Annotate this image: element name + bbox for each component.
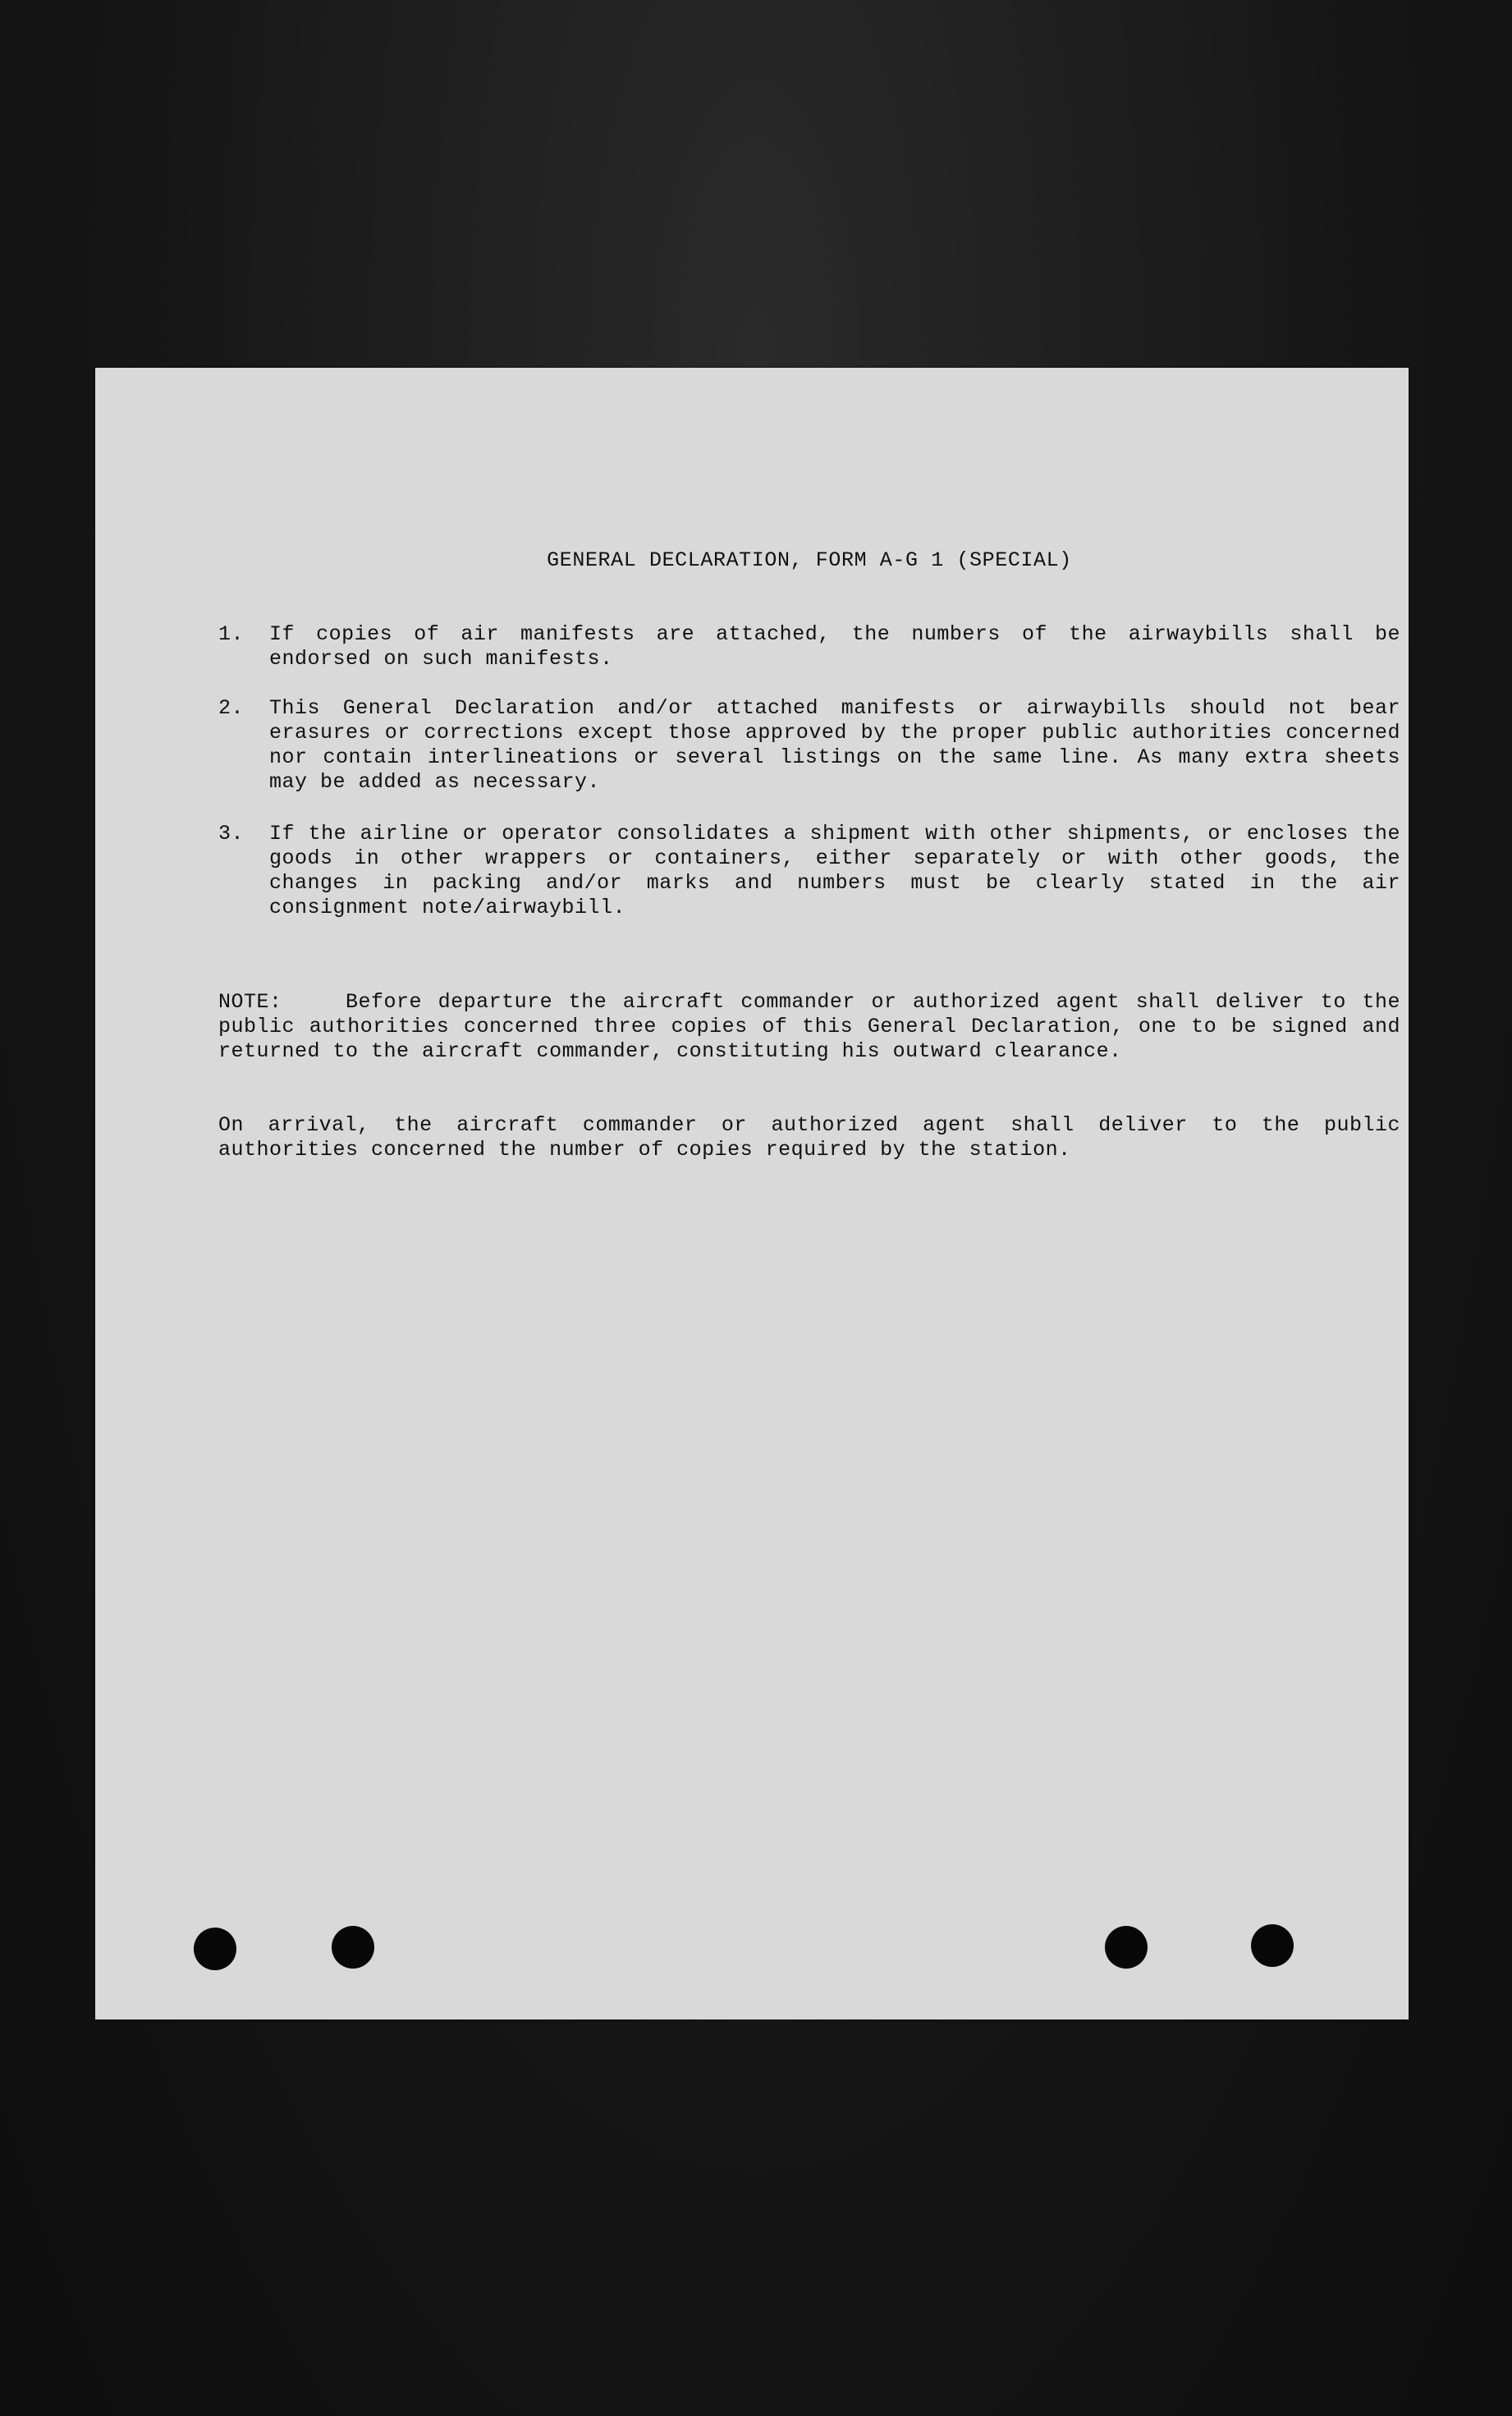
note-label: NOTE: bbox=[218, 990, 282, 1014]
item-number: 3. bbox=[218, 822, 245, 846]
arrival-text: On arrival, the aircraft commander or authorized agent shall deliver to the public authorities concerned the number of copies required by the station. bbox=[218, 1113, 1400, 1162]
punch-hole-left-2 bbox=[332, 1926, 374, 1969]
punch-hole-right-1 bbox=[1105, 1926, 1148, 1969]
item-number: 1. bbox=[218, 622, 245, 646]
punch-hole-left-1 bbox=[194, 1928, 236, 1970]
arrival-paragraph bbox=[218, 1113, 1400, 1162]
note-paragraph bbox=[218, 990, 1400, 1064]
instruction-item-2 bbox=[218, 696, 1400, 795]
punch-hole-right-2 bbox=[1251, 1924, 1294, 1967]
note-text: Before departure the aircraft commander or authorized agent shall deliver to the public authorities concerned three copies of this General Declaration, one to be signed and returned to the aircraft commander, constituting his outward clearance. bbox=[218, 990, 1400, 1063]
instruction-item-1 bbox=[218, 622, 1400, 672]
document-title: GENERAL DECLARATION, FORM A-G 1 (SPECIAL) bbox=[547, 548, 1072, 572]
item-text: This General Declaration and/or attached manifests or airwaybills should not bear erasures or corrections except those approved by the proper public authorities concerned nor contain interlineations or several listings on the same line. As many extra sheets may be added as necessary. bbox=[269, 696, 1400, 794]
instruction-item-3 bbox=[218, 822, 1400, 920]
item-text: If the airline or operator consolidates a shipment with other shipments, or encloses the goods in other wrappers or containers, either separately or with other goods, the changes in packing and/or marks and numbers must be clearly stated in the air consignment note/airwaybill. bbox=[269, 822, 1400, 919]
item-text: If copies of air manifests are attached, the numbers of the airwaybills shall be endorsed on such manifests. bbox=[269, 622, 1400, 671]
document-page bbox=[95, 368, 1409, 2019]
item-number: 2. bbox=[218, 696, 245, 720]
